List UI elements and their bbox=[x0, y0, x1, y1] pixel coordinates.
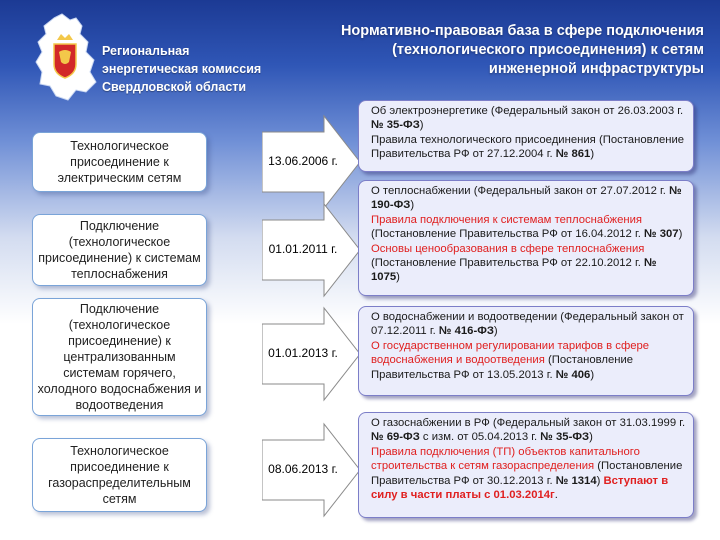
doc-gas-law: О газоснабжении в РФ (Федеральный закон от 31.03.1999 г. № 69-ФЗ с изм. от 05.04.2013 г. № 35-ФЗ) bbox=[371, 417, 686, 444]
date-heat: 01.01.2011 г. bbox=[268, 242, 338, 256]
date-arrow-gas bbox=[262, 422, 362, 518]
category-water bbox=[32, 298, 207, 416]
doc-heat-pricing: Основы ценообразования в сфере теплоснабжения (Постановление Правительства РФ от 22.10.2012 г. № 1075) bbox=[371, 242, 657, 284]
category-electric bbox=[32, 132, 207, 192]
slide-title-line-1: Нормативно-правовая база в сфере подключения bbox=[340, 23, 704, 39]
category-electric-label: Технологическое присоединение к электрическим сетям bbox=[57, 139, 182, 185]
docs-electric bbox=[358, 100, 694, 172]
slide-title-line-3: инженерной инфраструктуры bbox=[488, 61, 704, 77]
docs-water bbox=[358, 306, 694, 396]
date-arrow-heat bbox=[262, 202, 362, 298]
doc-electric-rules: Правила технологического присоединения (Постановление Правительства РФ от 27.12.2004 г. № 861) bbox=[371, 133, 685, 161]
doc-gas-rules: Правила подключения (ТП) объектов капитального строительства к сетям газораспределения (Постановление Правительства РФ от 30.12.2013 г. № 1314) Вступают в силу в части платы с 01.03.2014г. bbox=[371, 445, 683, 502]
date-arrow-electric bbox=[262, 114, 362, 210]
date-arrow-water bbox=[262, 306, 362, 402]
org-name-line-3: Свердловской области bbox=[102, 80, 247, 94]
doc-heat-law: О теплоснабжении (Федеральный закон от 27.07.2012 г. № 190-ФЗ) bbox=[371, 185, 682, 212]
doc-water-law: О водоснабжении и водоотведении (Федеральный закон от 07.12.2011 г. № 416-ФЗ) bbox=[371, 311, 684, 338]
date-gas: 08.06.2013 г. bbox=[268, 462, 338, 476]
sverdlovsk-region-emblem-icon bbox=[32, 12, 98, 104]
date-electric: 13.06.2006 г. bbox=[268, 154, 338, 168]
category-gas-label: Технологическое присоединение к газораспределительным сетям bbox=[48, 444, 191, 506]
docs-heat bbox=[358, 180, 694, 296]
org-name-line-2: энергетическая комиссия bbox=[102, 62, 262, 76]
category-heat-label: Подключение (технологическое присоединение) к системам теплоснабжения bbox=[38, 219, 201, 281]
slide-title bbox=[284, 22, 704, 79]
org-name bbox=[102, 42, 277, 96]
category-water-label: Подключение (технологическое присоединение) к централизованным системам горячего, холодного водоснабжения и водоотведения bbox=[37, 302, 202, 412]
category-heat bbox=[32, 214, 207, 286]
docs-gas bbox=[358, 412, 694, 518]
slide-title-line-2: (технологического присоединения) к сетям bbox=[392, 42, 704, 58]
org-name-line-1: Региональная bbox=[102, 44, 190, 58]
category-gas bbox=[32, 438, 207, 512]
doc-heat-rules: Правила подключения к системам теплоснабжения (Постановление Правительства РФ от 16.04.2012 г. № 307) bbox=[371, 213, 683, 241]
doc-electric-law: Об электроэнергетике (Федеральный закон от 26.03.2003 г. № 35-ФЗ) bbox=[371, 105, 684, 132]
date-water: 01.01.2013 г. bbox=[268, 346, 338, 360]
doc-water-tariffs: О государственном регулировании тарифов в сфере водоснабжения и водоотведения (Постановление Правительства РФ от 13.05.2013 г. № 406) bbox=[371, 339, 650, 381]
